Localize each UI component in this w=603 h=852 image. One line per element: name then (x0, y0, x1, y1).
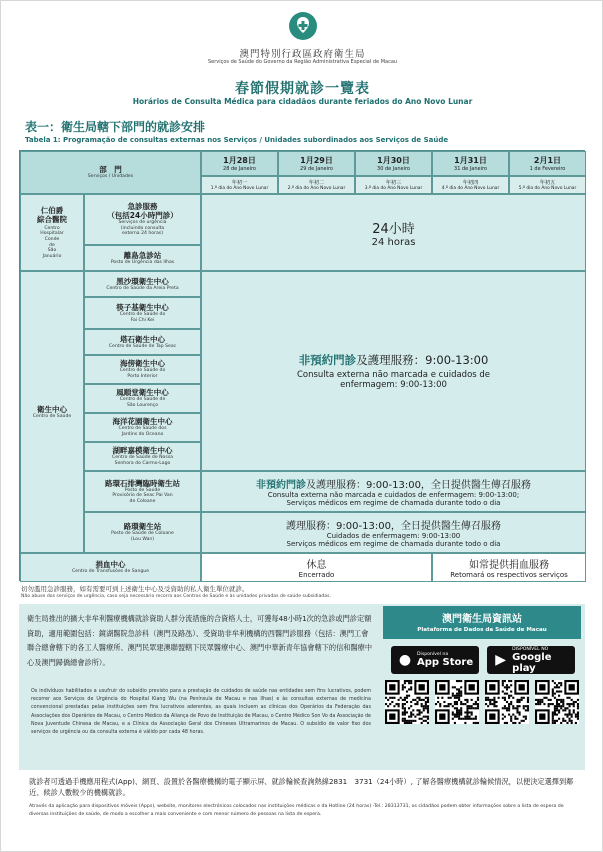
dept-header (20, 151, 201, 194)
page-title-pt: Horários de Consulta Médica para cidadãos durante feriados do Ano Novo Lunar (132, 97, 473, 106)
google-play-big-text: Google play (512, 651, 552, 674)
urgency-note-pt: Não abuse dos serviços de urgência, caso seja necessário recorra aos Centros de Saúde e às unidades privadas de saúde subsidiadas. (21, 594, 331, 599)
unit-porto-interior (84, 355, 201, 384)
blood-center-zh: 捐血中心 (95, 560, 126, 570)
unit-name-pt: Centro de Saúde dos Jardins do Oceano (118, 426, 167, 437)
unit-name-zh: 塔石衛生中心 (120, 334, 165, 344)
unit-name-pt: Posto de Saúde Provisório de Seac Pai Van de Coloane (112, 487, 173, 504)
seac-hours-pt: Consulta externa não marcada e cuidados de enfermagem: 9:00-13:00; Serviços médicos em regime de chamada durante todo o dia (267, 491, 520, 507)
dept-header-pt: Serviços / Unidades (87, 174, 134, 180)
day-date-pt: 31 de Janeiro (454, 166, 487, 172)
day-date-pt: 28 de Janeiro (223, 166, 256, 172)
coloane-hours-zh: 護理服務：9:00-13:00，全日提供醫生傳召服務 (286, 521, 501, 532)
table-title-zh: 表一：衛生局轄下部門的就診安排 (25, 120, 206, 134)
day-date-zh: 1月31日 (454, 156, 487, 165)
hospital-name-pt: Centro Hospitalar Conde de São Januário (40, 225, 64, 259)
emergency-service-pt: Serviços de urgência (incluindo consulta externa 24 horas) (118, 220, 167, 237)
qr-code-icon[interactable] (385, 680, 429, 724)
unit-name-zh: 黑沙環衛生中心 (116, 276, 169, 286)
lunar-day-pt: 4.º dia do Ano Novo Lunar (441, 186, 500, 191)
footer-note-pt: Através da aplicação para dispositivos móveis (Apps), website, monitores electrónicos colocados nas instituições médicas e da Hotline (24 horas) -Tel.: 28313731, os cidadãos podem obter informações sobre a lista de espera de diversas instituições de saúde, de modo a escolher a mais conveniente e com menor número de pessoas na lista de espera. (29, 804, 564, 817)
walk-in-rest: 及護理服務：9:00-13:00 (356, 353, 489, 367)
org-name-zh: 澳門特別行政區政府衛生局 (239, 49, 366, 60)
day-date-pt: 1 de Fevereiro (529, 166, 566, 172)
app-store-big-text: App Store (417, 657, 474, 668)
day-header-3 (355, 151, 432, 176)
google-play-small-text: DISPONÍVEL NO (512, 646, 549, 652)
platform-title-pt: Plataforma de Dados da Saúde de Macau (417, 627, 547, 633)
lunar-day-pt: 1.º dia do Ano Novo Lunar (210, 186, 269, 191)
lunar-day-2 (278, 176, 355, 194)
unit-name-zh: 海洋花園衛生中心 (112, 417, 173, 427)
day-date-zh: 2月1日 (533, 156, 562, 165)
unit-name-zh: 筷子基衛生中心 (116, 302, 169, 312)
walk-in-highlight: 非預約門診 (256, 480, 307, 491)
day-header-2 (278, 151, 355, 176)
hospital-name-zh: 仁伯爵 綜合醫院 (37, 205, 67, 224)
unit-coloane (84, 512, 201, 553)
walk-in-highlight: 非預約門診 (298, 353, 357, 367)
health-data-platform (383, 606, 581, 766)
lunar-day-zh: 年初四 (462, 180, 479, 186)
qr-code-icon[interactable] (435, 680, 479, 724)
coloane-hours-pt: Cuidados de enfermagem: 9:00-13:00 Serviços médicos em regime de chamada durante todo o dia (286, 532, 501, 548)
schedule-table (19, 150, 585, 581)
unit-name-zh: 路環石排灣臨時衛生站 (105, 478, 180, 488)
hours-24-pt: 24 horas (371, 236, 416, 248)
page-title-zh: 春節假期就診一覽表 (235, 81, 370, 97)
closed-zh: 休息 (306, 560, 327, 571)
blood-center-pt: Centro de Transfusões de Sangue (71, 569, 150, 575)
google-play-icon: ▶ (495, 652, 506, 668)
seac-hours-zh (256, 476, 531, 491)
app-store-badge[interactable] (391, 646, 479, 674)
walk-in-hours-zh (299, 352, 489, 368)
resume-zh: 如常提供捐血服務 (469, 560, 549, 571)
health-center-pt: Centro de Saúde (32, 413, 72, 419)
lunar-day-pt: 3.º dia do Ano Novo Lunar (364, 186, 423, 191)
unit-tap-seac (84, 329, 201, 355)
table-title-pt: Tabela 1: Programação de consultas externas nos Serviços / Unidades subordinados aos Serviços de Saúde (25, 136, 449, 144)
islands-emergency-cell (84, 245, 201, 271)
unit-name-pt: Posto de Saúde de Coloane (Lou Wan) (111, 531, 174, 542)
health-bureau-logo-icon (288, 11, 318, 41)
islands-emergency-pt: Posto de Urgência das Ilhas (110, 259, 175, 265)
unit-name-pt: Centro de Saúde do Porto Interior (119, 368, 166, 379)
hospital-cell (20, 194, 84, 271)
lunar-day-zh: 年初二 (308, 180, 325, 186)
lunar-day-zh: 年初五 (539, 180, 556, 186)
qr-code-icon[interactable] (485, 680, 529, 724)
islands-emergency-zh: 離島急診站 (123, 250, 162, 260)
unit-name-pt: Centro de Saúde de Nossa Senhora do Carmo-Lago (112, 455, 173, 466)
health-center-zh: 衛生中心 (37, 404, 67, 414)
day-date-zh: 1月29日 (300, 156, 333, 165)
day-date-pt: 29 de Janeiro (300, 166, 333, 172)
closed-pt: Encerrado (298, 571, 335, 579)
lunar-day-pt: 5.º dia do Ano Novo Lunar (518, 186, 577, 191)
day-header-1 (201, 151, 278, 176)
urgency-note-zh: 切勿濫用急診服務，如有需要可到上述衛生中心及受資助的私人衛生單位就診。 (21, 585, 249, 593)
seac-pai-van-hours-cell (201, 471, 586, 512)
lunar-day-5 (509, 176, 586, 194)
unit-fai-chi-kei (84, 297, 201, 329)
lunar-day-zh: 年初一 (231, 180, 248, 186)
unit-name-zh: 路環衛生站 (123, 522, 162, 532)
seac-hours-rest: 及護理服務：9:00-13:00，全日提供醫生傳召服務 (306, 480, 531, 491)
day-header-4 (432, 151, 509, 176)
unit-carmo-lago (84, 442, 201, 471)
unit-name-zh: 海傍衛生中心 (120, 359, 165, 369)
footer-note-zh: 就診者可透過手機應用程式(App)、網頁、設置於各醫療機構的電子顯示屏、就診輪候查詢熱線2831 3731（24小時）, 了解各醫療機構就診輪候情況，以便決定選擇到鄰近、候診人數較少的機構就診。 (29, 777, 574, 797)
coloane-hours-cell (201, 512, 586, 553)
google-play-badge[interactable] (487, 646, 575, 674)
day-date-pt: 30 de Janeiro (377, 166, 410, 172)
day-header-5 (509, 151, 586, 176)
day-date-zh: 1月30日 (377, 156, 410, 165)
apple-icon: ● (398, 652, 412, 668)
health-center-hours-cell (201, 271, 586, 471)
platform-title (383, 606, 581, 639)
blood-center-cell (20, 553, 201, 582)
lunar-day-1 (201, 176, 278, 194)
unit-name-pt: Centro de Saúde da Areia Preta (106, 285, 179, 291)
walk-in-hours-pt: Consulta externa não marcada e cuidados de enfermagem: 9:00-13:00 (296, 370, 491, 390)
subsidy-info-pt: Os indivíduos habilitados a usufruir do subsídio previsto para a prestação de cuidados de saúde nas entidades sem fins lucrativos, podem recorrer aos Serviços de Urgência do Hospital Kiang Wu (na Península de Macau e nas Ilhas) e às consultas externas de medicina convencional prestadas pelas instituições sem fins lucrativos aderentes, as quais incluem as clínicas dos Operários da Federação das Associações dos Operários de Macau, o Centro Médico da Aliança de Povo de Instituição de Macau, o Centro Médico Son Vo da Associação de Nova Juventude Chinesa de Macau, e a Clínica da Associação Geral dos Chineses Ultramarinos de Macau. O subsídio de valor fixo dos serviços de urgência ou da consulta externa é válido por cada 48 horas. (31, 689, 371, 736)
unit-name-pt: Centro de Saúde do Fai Chi Kei (119, 311, 166, 323)
org-name-pt: Serviços de Saúde do Governo da Região Administrativa Especial de Macau (207, 59, 398, 65)
subsidy-info-box (19, 604, 585, 770)
day-date-zh: 1月28日 (223, 156, 256, 165)
dept-header-zh: 部 門 (99, 165, 122, 175)
resume-pt: Retomará os respectivos serviços (450, 571, 568, 579)
emergency-service-cell (84, 194, 201, 245)
hospital-hours-cell (201, 194, 586, 271)
unit-name-zh: 湖畔嘉模衛生中心 (112, 446, 173, 456)
unit-name-pt: Centro de Saúde de São Lourenço (119, 397, 166, 408)
emergency-service-zh: 急診服務 （包括24小時門診） (107, 202, 178, 221)
unit-name-pt: Centro de Saúde de Tap Seac (108, 343, 177, 349)
lunar-day-3 (355, 176, 432, 194)
unit-areia-preta (84, 271, 201, 297)
unit-sao-lourenco (84, 384, 201, 413)
lunar-day-4 (432, 176, 509, 194)
platform-title-zh: 澳門衛生局資訊站 (442, 614, 522, 625)
unit-name-zh: 風順堂衛生中心 (116, 388, 169, 398)
qr-code-icon[interactable] (535, 680, 579, 724)
hours-24-zh: 24小時 (372, 221, 415, 237)
app-store-small-text: Disponível na (417, 652, 449, 657)
lunar-day-pt: 2.º dia do Ano Novo Lunar (287, 186, 346, 191)
unit-seac-pai-van (84, 471, 201, 512)
health-center-cell (20, 271, 84, 553)
blood-resume-cell (432, 553, 586, 582)
lunar-day-zh: 年初三 (385, 180, 402, 186)
unit-jardins-oceano (84, 413, 201, 442)
blood-closed-cell (201, 553, 432, 582)
subsidy-info-zh: 衛生局推出的擴大非牟利醫療機構就診資助人群分流措施的合資格人士，可獲每48小時1次的急診或門診定額資助，適用範圍包括：鏡湖醫院急診科（澳門及路氹）、受資助非牟利機構的西醫門診服務（包括：澳門工會聯合總會轄下的各工人醫療所、澳門民眾建澳聯盟轄下民眾醫療中心、澳門中華新青年協會轄下的信和醫療中心及澳門歸僑總會診所）。 (27, 614, 373, 667)
